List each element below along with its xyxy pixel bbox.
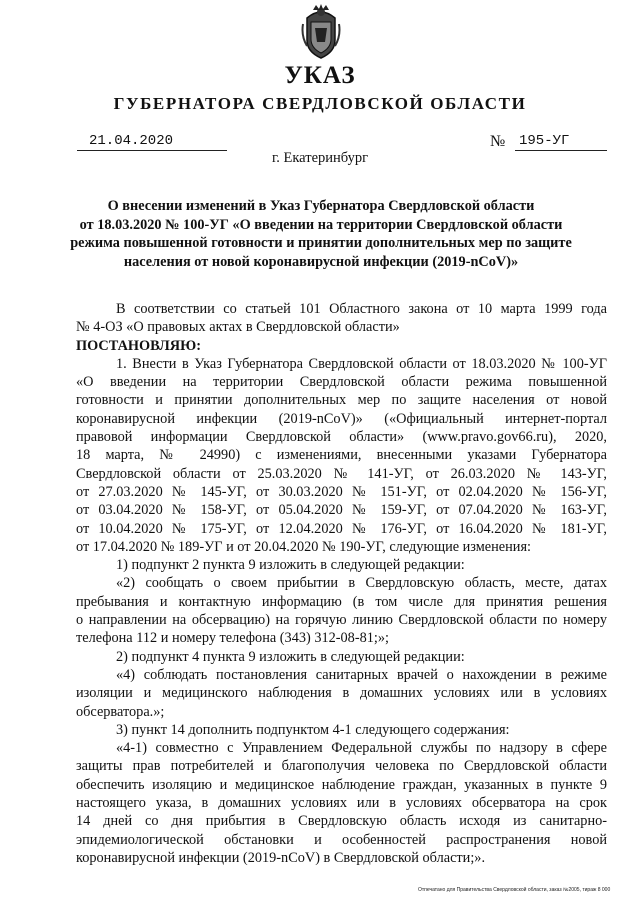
decree-body: [76, 300, 607, 867]
body-line: В соответствии со статьей 101 Областного закона от 10 марта 1999 года: [116, 301, 607, 317]
body-line: Свердловской области от 25.03.2020 № 141-УГ, от 26.03.2020 № 143-УГ,: [76, 465, 607, 482]
body-line: «4) соблюдать постановления санитарных врачей о нахождении в режиме: [116, 666, 607, 683]
heading-line: О внесении изменений в Указ Губернатора Свердловской области: [107, 198, 535, 214]
decree-resolution-word: ПОСТАНОВЛЯЮ:: [76, 337, 201, 354]
document-city: г. Екатеринбург: [271, 150, 369, 166]
body-line: изоляции и медицинского наблюдения в домашних условиях или в условиях: [76, 685, 607, 702]
body-line: от 17.04.2020 № 189-УГ и от 20.04.2020 № 190-УГ, следующие изменения:: [76, 538, 531, 555]
body-line: правовой информации Свердловской области» (www.pravo.gov66.ru), 2020,: [76, 429, 607, 446]
body-line: 1) подпункт 2 пункта 9 изложить в следующей редакции:: [116, 557, 465, 574]
heading-line: режима повышенной готовности и принятии дополнительных мер по защите: [70, 235, 572, 252]
body-line: пребывания и контактную информацию (в том числе для принятия решения: [76, 593, 607, 610]
document-date: 21.04.2020: [77, 133, 227, 151]
document-number: 195-УГ: [515, 133, 607, 151]
body-line: о направлении на обсервацию) на горячую линию Свердловской области по номеру: [76, 612, 607, 629]
body-line: обсерватора.»;: [76, 703, 165, 720]
body-line: от 10.04.2020 № 175-УГ, от 12.04.2020 № 176-УГ, от 16.04.2020 № 181-УГ,: [76, 520, 607, 537]
body-line: настоящего указа, в домашних условиях или в условиях обсерватора на срок: [76, 795, 607, 812]
body-line: «О введении на территории Свердловской области режима повышенной: [76, 374, 607, 391]
body-line: коронавирусной инфекции (2019-nCoV) в Свердловской области;».: [76, 849, 486, 866]
body-line: 1. Внести в Указ Губернатора Свердловской области от 18.03.2020 № 100-УГ: [116, 355, 607, 372]
body-line: 3) пункт 14 дополнить подпунктом 4-1 следующего содержания:: [116, 721, 510, 738]
body-line: обеспечить изоляцию и медицинское наблюдение граждан, указанных в пункте 9: [76, 776, 607, 793]
coat-of-arms-icon: [301, 4, 341, 60]
body-line: коронавирусной инфекции (2019-nCoV)» («Официальный интернет-портал: [76, 410, 607, 427]
print-footer: Отпечатано для Правительства Свердловской области, заказ №2005, тираж 8 000: [418, 887, 611, 893]
body-line: 14 дней со дня прибытия в Свердловскую область исходя из санитарно-: [76, 813, 607, 830]
heading-line: от 18.03.2020 № 100-УГ «О введении на территории Свердловской области: [79, 216, 563, 233]
body-line: 2) подпункт 4 пункта 9 изложить в следующей редакции:: [116, 648, 465, 665]
body-line: готовности и принятии дополнительных мер по защите населения от новой: [76, 392, 607, 409]
body-line: № 4-ОЗ «О правовых актах в Свердловской области»: [76, 319, 400, 336]
body-line: «4-1) совместно с Управлением Федеральной службы по надзору в сфере: [116, 740, 607, 757]
number-label: №: [490, 133, 506, 150]
body-line: от 27.03.2020 № 145-УГ, от 30.03.2020 № 151-УГ, от 02.04.2020 № 156-УГ,: [76, 483, 607, 500]
body-line: от 03.04.2020 № 158-УГ, от 05.04.2020 № 159-УГ, от 07.04.2020 № 163-УГ,: [76, 502, 607, 519]
heading-line: населения от новой коронавирусной инфекции (2019-nCoV)»: [123, 253, 519, 270]
decree-heading: [60, 197, 582, 271]
document-issuer: ГУБЕРНАТОРА СВЕРДЛОВСКОЙ ОБЛАСТИ: [113, 94, 527, 113]
body-line: эпидемиологической обстановки и особенностей распространения новой: [76, 831, 607, 848]
body-line: 18 марта, № 24990) с изменениями, внесенными указами Губернатора: [76, 447, 607, 464]
body-line: телефона 112 и номеру телефона (343) 312-08-81;»;: [76, 630, 389, 647]
body-line: «2) сообщать о своем прибытии в Свердловскую область, месте, датах: [116, 575, 607, 592]
body-line: защиты прав потребителей и благополучия человека по Свердловской области: [76, 758, 607, 775]
document-title: УКАЗ: [284, 62, 356, 89]
